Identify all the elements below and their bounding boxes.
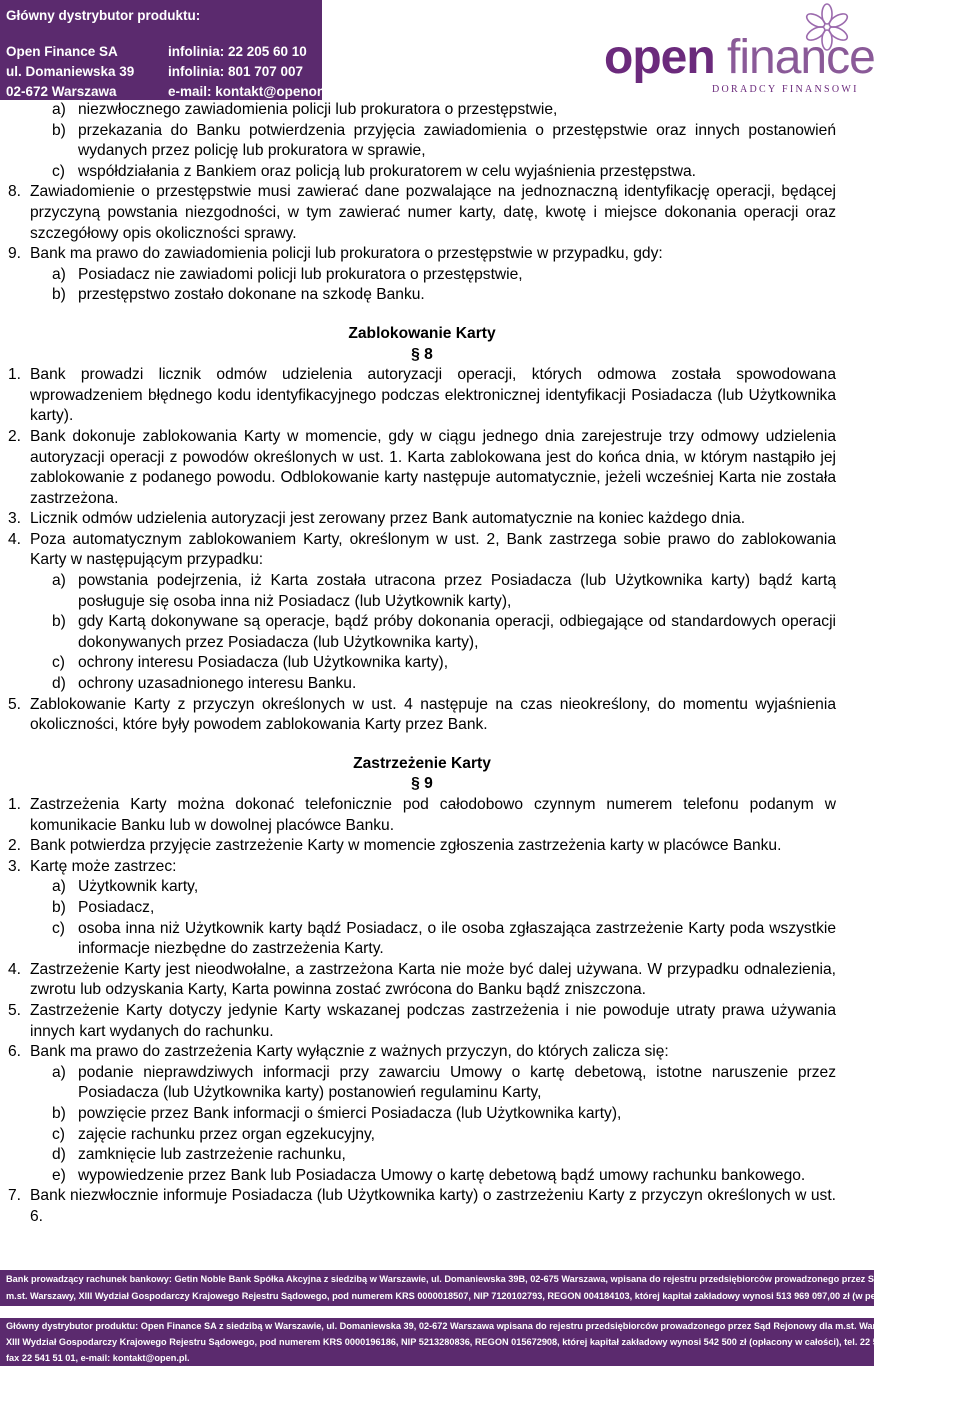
list-item: c) zajęcie rachunku przez organ egzekucyjny, (52, 1125, 376, 1143)
list-item: b) gdy Kartą dokonywane są operacje, bądź próby dokonania operacji, odbiegające od standardowych operacji dokonywanych przez Posiadacza (lub Użytkownika karty), (52, 613, 836, 651)
list-item: b) przekazania do Banku potwierdzenia przyjęcia zawiadomienia o przestępstwie oraz innych postanowień wydanych przez policję lub prokuratora w sprawie, (52, 121, 836, 160)
distributor-info-line-2: XIII Wydział Gospodarczy Krajowego Rejestru Sądowego, pod numerem KRS 0000196186, NIP 5213280836, REGON 015672908, której kapitał zakładowy wynosi 542 500 zł (opłacony w całości), tel. 22 541 51 00, (6, 1337, 917, 1347)
list-item: a) Użytkownik karty, (52, 878, 199, 896)
list-item: b) Posiadacz, (52, 898, 155, 916)
distributor-info-banner (0, 1318, 917, 1366)
paragraph-item: 4. Poza automatycznym zablokowaniem Karty, określonym w ust. 2, Bank zastrzega sobie prawo do zablokowania Karty w następującym przypadku: (8, 530, 836, 569)
logo-open: open (604, 31, 715, 84)
page-header (0, 0, 960, 104)
list-item: d) zamknięcie lub zastrzeżenie rachunku, (52, 1146, 346, 1164)
bank-info-line-2: m.st. Warszawy, XIII Wydział Gospodarczy Krajowego Rejestru Sądowego, pod numerem KRS 0000018507, NIP 7120102793, REGON 004184103, której kapitał zakładowy wynosi 513 969 097,00 zł (w pełni wpłacony). (6, 1291, 937, 1301)
logo-finance: finance (727, 31, 875, 84)
hotline-2: infolinia: 801 707 007 (168, 64, 304, 79)
page-footer (0, 1260, 960, 1414)
list-item: a) powstania podejrzenia, iż Karta została utracona przez Posiadacza (lub Użytkownika karty) bądź kartą posługuje się osoba inna niż Posiadacz (lub Użytkownik karty), (52, 572, 836, 610)
paragraph-item: 3. Kartę może zastrzec: (8, 857, 177, 875)
contact-email: e-mail: kontakt@openonline.pl (168, 84, 365, 99)
section-title: Zastrzeżenie Karty (353, 754, 491, 772)
logo-tagline: DORADCY FINANSOWI (712, 84, 859, 95)
section-number: § 9 (411, 775, 433, 793)
list-item: a) podanie nieprawdziwych informacji przy zawarciu Umowy o kartę debetową, istotne naruszenie przez Posiadacza (lub Użytkownika karty) postanowień regulaminu Karty, (52, 1063, 836, 1102)
section-number: § 8 (411, 345, 433, 363)
bank-info-line-1: Bank prowadzący rachunek bankowy: Getin Noble Bank Spółka Akcyjna z siedzibą w Warszawie, ul. Domaniewska 39B, 02-675 Warszawa, wpisana do rejestru przedsiębiorców prowadzonego przez Sąd Rejonowy dla (6, 1274, 947, 1284)
paragraph-item: 5. Zastrzeżenie Karty dotyczy jedynie Karty wskazanej podczas zastrzeżenia i nie powoduje utraty prawa używania innych kart wydanych do rachunku. (8, 1001, 836, 1040)
paragraph-item: 1. Bank prowadzi licznik odmów udzielenia autoryzacji operacji, których odmowa została spowodowana wprowadzeniem błędnego kodu identyfikacyjnego podczas elektronicznej identyfikacji Posiadacza (lub Użytkownika karty). (8, 366, 836, 425)
distributor-heading: Główny dystrybutor produktu: (6, 8, 201, 23)
document-body (8, 100, 836, 1227)
hotline-1: infolinia: 22 205 60 10 (168, 44, 307, 59)
distributor-info-line-1: Główny dystrybutor produktu: Open Finance SA z siedzibą w Warszawie, ul. Domaniewska 39, 02-672 Warszawa wpisana do rejestru przedsiębiorców prowadzonego przez Sąd Rejonowy dla m.st. Warszawy, (6, 1321, 906, 1331)
paragraph-item: 2. Bank dokonuje zablokowania Karty w momencie, gdy w ciągu jednego dnia zarejestruje trzy odmowy udzielenia autoryzacji operacji z powodów określonych w ust. 1. Karta zablokowana jest do końca dnia, w którym nastąpiło jej zablokowanie z podanego powodu. Odblokowanie karty następuje automatycznie, jeżeli wcześniej Karta nie została zastrzeżona. (8, 427, 836, 507)
list-item: c) osoba inna niż Użytkownik karty bądź Posiadacz, o ile osoba zgłaszająca zastrzeżenie Karty poda wszystkie informacje niezbędne do zastrzeżenia Karty. (52, 919, 836, 958)
list-item: b) powzięcie przez Bank informacji o śmierci Posiadacza (lub Użytkownika karty), (52, 1104, 622, 1122)
list-item: d) ochrony uzasadnionego interesu Banku. (52, 675, 357, 693)
paragraph-item: 6. Bank ma prawo do zastrzeżenia Karty wyłącznie z ważnych przyczyn, do których zalicza się: (8, 1043, 669, 1061)
list-item: b) przestępstwo zostało dokonane na szkodę Banku. (52, 286, 425, 304)
paragraph-item: 9. Bank ma prawo do zawiadomienia policji lub prokuratora o przestępstwie w przypadku, gdy: (8, 245, 663, 263)
list-item: a) Posiadacz nie zawiadomi policji lub prokuratora o przestępstwie, (52, 265, 523, 283)
paragraph-item: 1. Zastrzeżenia Karty można dokonać telefonicznie pod całodobowo czynnym numerem telefonu podanym w komunikacie Banku lub w dowolnej placówce Banku. (8, 796, 836, 834)
list-item: e) wypowiedzenie przez Bank lub Posiadacza Umowy o kartę debetową bądź umowy rachunku bankowego. (52, 1166, 806, 1184)
paragraph-item: 5. Zablokowanie Karty z przyczyn określonych w ust. 4 następuje na czas nieokreślony, do momentu wyjaśnienia okoliczności, które były powodem zablokowania Karty przez Bank. (8, 695, 836, 734)
open-finance-logo (604, 2, 960, 102)
distributor-company: Open Finance SA (6, 44, 118, 59)
paragraph-item: 2. Bank potwierdza przyjęcie zastrzeżenie Karty w momencie zgłoszenia zastrzeżenia karty w placówce Banku. (8, 837, 782, 855)
bank-info-banner (0, 1270, 947, 1306)
distributor-info-line-3: fax 22 541 51 01, e-mail: kontakt@open.pl. (6, 1353, 190, 1363)
distributor-street: ul. Domaniewska 39 (6, 64, 135, 79)
paragraph-item: 3. Licznik odmów udzielenia autoryzacji jest zerowany przez Bank automatycznie na koniec każdego dnia. (8, 510, 746, 528)
section-title: Zablokowanie Karty (348, 324, 496, 342)
paragraph-item: 8. Zawiadomienie o przestępstwie musi zawierać dane pozwalające na jednoznaczną identyfikację operacji, będącej przyczyną powstania niezgodności, w tym zawierać numer karty, datę, kwotę i miejsce dokonania operacji oraz szczegółowy opis okoliczności sprawy. (8, 183, 836, 242)
distributor-city: 02-672 Warszawa (6, 84, 117, 99)
list-item: c) współdziałania z Bankiem oraz policją lub prokuratorem w celu wyjaśnienia przestępstwa. (52, 162, 696, 180)
paragraph-item: 7. Bank niezwłocznie informuje Posiadacza (lub Użytkownika karty) o zastrzeżeniu Karty z przyczyn określonych w ust. 6. (8, 1187, 836, 1225)
list-item: c) ochrony interesu Posiadacza (lub Użytkownika karty), (52, 654, 449, 672)
logo-wordmark (604, 30, 875, 85)
list-item: a) niezwłocznego zawiadomienia policji lub prokuratora o przestępstwie, (52, 101, 558, 118)
paragraph-item: 4. Zastrzeżenie Karty jest nieodwołalne, a zastrzeżona Karta nie może być dalej używana. W przypadku odnalezienia, zwrotu lub odzyskania Karty, Karta powinna zostać zwrócona do Banku bądź zniszczona. (8, 960, 836, 999)
